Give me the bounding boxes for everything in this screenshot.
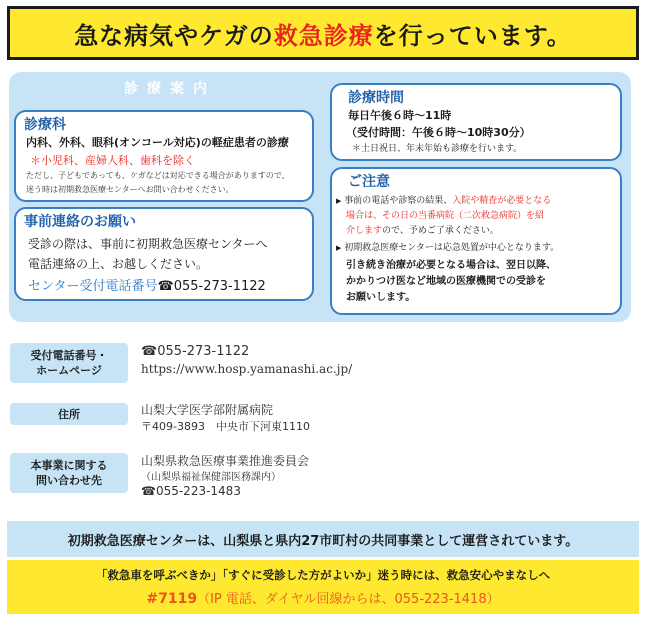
notice-p1-line-1: ▶ 事前の電話や診察の結果、入院や精査が必要となる <box>336 196 552 206</box>
contact-label-phone-web: 受付電話番号・ ホームページ <box>10 343 128 383</box>
departments-title: 診療科 <box>24 117 66 133</box>
committee-department: （山梨県福祉保健部医務課内） <box>141 472 281 483</box>
hotline-ip-phone: （IP 電話、ダイヤル回線からは、055-223-1418） <box>197 592 500 607</box>
notice-p1-line-3: 介しますので、予めご了承ください。 <box>346 226 499 236</box>
joint-project-text: 初期救急医療センターは、山梨県と県内27市町村の共同事業として運営されています。 <box>67 533 579 549</box>
notice-title: ご注意 <box>348 174 390 190</box>
hours-card <box>330 83 622 161</box>
contact-label-address: 住所 <box>10 403 128 425</box>
notice-card <box>330 167 622 315</box>
hotline-number: #7119 <box>146 591 198 607</box>
departments-note-1: ただし、子どもであっても、ケガなどは対応できる場合がありますので、 <box>26 171 290 180</box>
hours-title: 診療時間 <box>348 90 404 106</box>
center-phone-number: 055-273-1122 <box>173 279 266 294</box>
contact-label-inquiry: 本事業に関する 問い合わせ先 <box>10 453 128 493</box>
banner-title-part2: を行っています。 <box>373 21 572 50</box>
hotline-line-1: 「救急車を呼ぶべきか」「すぐに受診した方がよいか」迷う時には、救急安心やまなしへ <box>95 568 551 582</box>
departments-line: 内科、外科、眼科(オンコール対応)の軽症患者の診療 <box>26 136 289 149</box>
notice-highlight-2: 介します <box>346 226 383 236</box>
contact-request-card <box>14 207 314 301</box>
contact-request-line-2: 電話連絡の上、お越しください。 <box>28 257 209 271</box>
notice-bullet-icon: ▶ <box>336 244 342 252</box>
joint-project-band <box>7 521 639 557</box>
contact-request-line-1: 受診の際は、事前に初期救急医療センターへ <box>28 237 268 251</box>
info-panel-heading: 診療案内 <box>124 81 216 97</box>
hours-line-3: ＊土日祝日、年末年始も診療を行います。 <box>352 144 523 154</box>
banner-title-part1: 急な病気やケガの <box>74 21 274 50</box>
departments-card <box>14 110 314 202</box>
committee-name: 山梨県救急医療事業推進委員会 <box>141 454 310 468</box>
phone-icon: ☎ <box>157 279 174 294</box>
hospital-address: 〒409-3893 中央市下河東1110 <box>141 420 310 433</box>
notice-p2-line-1: ▶ 初期救急医療センターは応急処置が中心となります。 <box>336 243 560 253</box>
title-banner <box>7 6 639 60</box>
notice-p2-line-4: お願いします。 <box>346 292 416 303</box>
departments-note-2: 迷う時は初期救急医療センターへお問い合わせください。 <box>26 185 234 194</box>
notice-p2-line-3: かかりつけ医など地域の医療機関での受診を <box>346 276 546 287</box>
reception-phone: ☎055-273-1122 <box>141 344 250 359</box>
center-phone <box>28 275 266 294</box>
notice-p1-line-2: 場合は、その日の当番病院（二次救急病院）を紹 <box>346 211 545 221</box>
center-phone-label: センター受付電話番号 <box>28 279 158 294</box>
notice-highlight-1: 入院や精査が必要となる <box>452 196 552 206</box>
hotline-line-2 <box>7 588 639 607</box>
hospital-name: 山梨大学医学部附属病院 <box>141 403 274 417</box>
notice-bullet-icon: ▶ <box>336 197 342 205</box>
homepage-url[interactable]: https://www.hosp.yamanashi.ac.jp/ <box>141 362 353 376</box>
hotline-band <box>7 560 639 614</box>
banner-title-highlight: 救急診療 <box>273 21 374 50</box>
departments-excluded: ＊小児科、産婦人科、歯科を除く <box>30 154 195 167</box>
hours-line-1: 毎日午後６時～11時 <box>348 109 452 122</box>
notice-p2-line-2: 引き続き治療が必要となる場合は、翌日以降、 <box>346 260 556 271</box>
committee-phone: ☎055-223-1483 <box>141 484 241 498</box>
contact-request-title: 事前連絡のお願い <box>24 214 136 230</box>
hours-line-2: （受付時間：午後６時～10時30分） <box>346 126 531 139</box>
